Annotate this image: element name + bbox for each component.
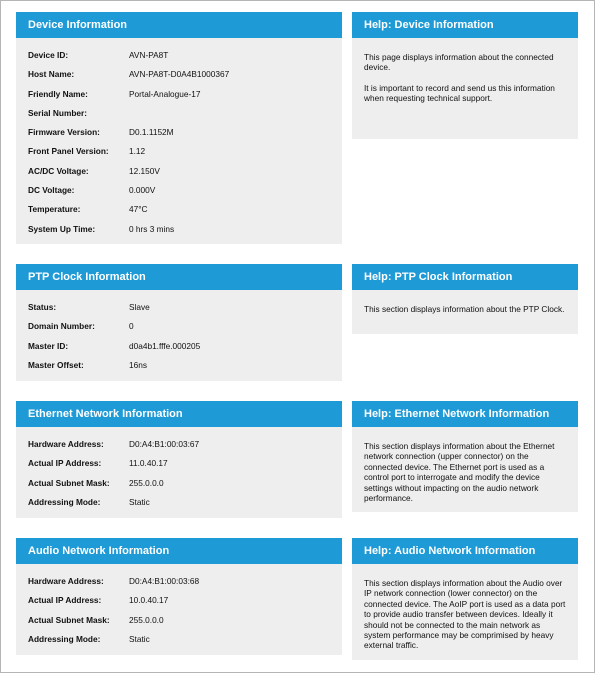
info-row [16,298,342,317]
info-row [16,104,342,123]
info-row-label: Temperature: [28,204,81,215]
help-ethernet-panel [352,401,578,512]
info-row [16,630,342,649]
ethernet-info-panel [16,401,342,518]
info-row [16,200,342,219]
info-row-label: Addressing Mode: [28,633,101,644]
info-row [16,356,342,375]
info-row-value: D0:A4:B1:00:03:68 [129,576,200,586]
info-row-value: 10.0.40.17 [129,595,169,606]
info-row-value: 47°C [129,204,148,215]
info-row-value: D0.1.1152M [129,127,174,138]
help-ptp-header: Help: PTP Clock Information [352,264,578,290]
info-row [16,162,342,181]
ptp-clock-rows [16,290,342,375]
info-row-value: 0.000V [129,185,156,196]
info-row-value: D0:A4:B1:00:03:67 [129,439,200,449]
info-row [16,317,342,336]
info-row-value: AVN-PA8T-D0A4B1000367 [129,69,230,80]
info-row [16,85,342,104]
info-row-label: DC Voltage: [28,185,75,196]
audio-info-rows [16,564,342,649]
help-audio-panel [352,538,578,660]
info-row [16,337,342,356]
info-row-label: Front Panel Version: [28,146,109,157]
info-row-label: System Up Time: [28,223,96,234]
info-row-label: Actual Subnet Mask: [28,614,110,625]
help-device-header: Help: Device Information [352,12,578,38]
info-row-value: 11.0.40.17 [129,458,168,469]
info-row-label: Actual IP Address: [28,595,102,606]
info-row-value: AVN-PA8T [129,50,169,60]
info-row [16,142,342,161]
info-row [16,46,342,65]
help-device-panel [352,12,578,139]
info-row-label: Friendly Name: [28,88,88,99]
help-ethernet-text [352,427,578,503]
audio-info-header: Audio Network Information [16,538,342,564]
device-info-header: Device Information [16,12,342,38]
info-row-label: Addressing Mode: [28,496,101,507]
info-row-label: Master ID: [28,340,69,351]
info-row-label: Domain Number: [28,321,95,332]
info-row-value: 1.12 [129,146,146,157]
info-row-value: 255.0.0.0 [129,614,164,625]
help-audio-text [352,564,578,651]
info-row [16,123,342,142]
device-info-rows [16,38,342,239]
ethernet-info-header: Ethernet Network Information [16,401,342,427]
info-row [16,611,342,630]
info-row-value: Static [129,633,150,644]
help-ptp-panel [352,264,578,334]
help-ptp-text [352,290,578,314]
ptp-clock-header: PTP Clock Information [16,264,342,290]
info-row-value: 0 [129,321,134,332]
info-row-label: Hardware Address: [28,439,104,449]
help-device-text [352,38,578,104]
info-row-label: Master Offset: [28,359,84,370]
audio-info-panel [16,538,342,655]
info-row-label: Status: [28,302,57,312]
info-row [16,220,342,239]
info-row [16,454,342,473]
info-row-value: Slave [129,302,150,312]
info-row [16,591,342,610]
device-info-panel [16,12,342,244]
info-row-label: Firmware Version: [28,127,100,138]
info-row-value: d0a4b1.fffe.000205 [129,340,201,351]
help-paragraph: This section displays information about the PTP Clock. [364,304,565,314]
info-row-label: Device ID: [28,50,69,60]
help-ethernet-header: Help: Ethernet Network Information [352,401,578,427]
info-row-value: 255.0.0.0 [129,477,164,488]
help-audio-header: Help: Audio Network Information [352,538,578,564]
info-row [16,435,342,454]
info-row-value: 16ns [129,359,147,370]
info-row-label: Serial Number: [28,107,88,118]
help-paragraph: This page displays information about the connected device. [364,52,554,73]
info-row-label: Actual Subnet Mask: [28,477,110,488]
help-paragraph: It is important to record and send us this information when requesting technical support. [364,82,555,104]
info-row-label: AC/DC Voltage: [28,165,89,176]
info-row-value: Portal-Analogue-17 [129,88,201,99]
help-paragraph: This section displays information about the Audio over IP network connection (lower connector) on the connected device. The AoIP port is used as a data port to provide audio transfer between devices. Ideally it should not be connected to the main network as system performance may be comprimised by heavy external traffic. [364,578,566,651]
help-paragraph: This section displays information about the Ethernet network connection (upper connector) on the connected device. The Ethernet port is used as a control port to interrogate and modify the device settings without impacting on the audio network performance. [364,441,555,504]
ptp-clock-panel [16,264,342,381]
ethernet-info-rows [16,427,342,512]
info-row [16,65,342,84]
info-row-value: Static [129,496,150,507]
info-row-label: Host Name: [28,69,75,80]
info-row [16,181,342,200]
info-row [16,493,342,512]
info-row-value: 0 hrs 3 mins [129,223,175,234]
info-row-label: Hardware Address: [28,576,104,586]
info-row [16,572,342,591]
info-row-label: Actual IP Address: [28,458,102,469]
info-row [16,474,342,493]
info-row-value: 12.150V [129,165,160,176]
